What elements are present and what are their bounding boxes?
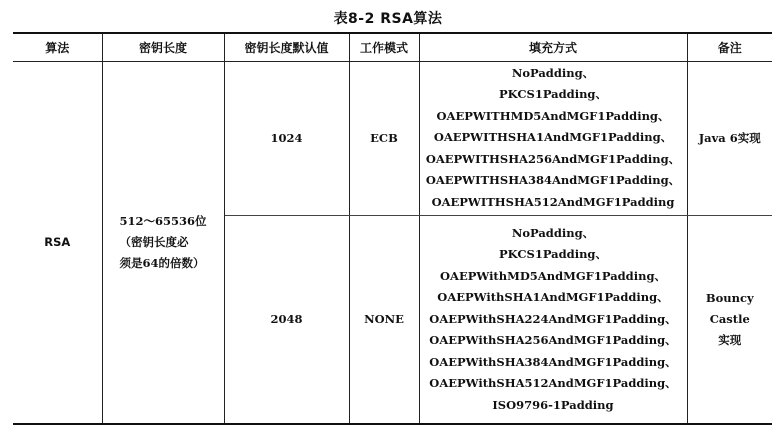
- padding-item: OAEPWithSHA512AndMGF1Padding、: [429, 376, 677, 391]
- padding-item: OAEPWITHSHA512AndMGF1Padding: [431, 194, 675, 209]
- padding-list: [422, 63, 685, 214]
- table-caption: 表8-2 RSA算法: [333, 11, 443, 27]
- default-key-length-cell: 1024: [224, 61, 349, 215]
- header-key-length: 密钥长度: [102, 33, 224, 61]
- padding-item: OAEPWithSHA256AndMGF1Padding、: [429, 333, 677, 348]
- header-padding: 填充方式: [419, 33, 687, 61]
- padding-item: PKCS1Padding、: [499, 87, 607, 102]
- padding-item: OAEPWITHSHA1AndMGF1Padding、: [433, 130, 673, 145]
- padding-item: NoPadding、: [511, 65, 595, 80]
- padding-cell: [419, 61, 687, 215]
- padding-item: OAEPWITHMD5AndMGF1Padding、: [436, 108, 670, 123]
- rsa-algorithm-table: [13, 32, 772, 425]
- mode-cell: NONE: [349, 215, 419, 424]
- padding-item: OAEPWithSHA1AndMGF1Padding、: [437, 290, 669, 305]
- padding-list: [422, 223, 685, 417]
- header-row: [13, 33, 772, 61]
- padding-cell: [419, 215, 687, 424]
- header-default-key-length: 密钥长度默认值: [224, 33, 349, 61]
- key-length-cell: [102, 61, 224, 424]
- remark-line: Castle: [709, 311, 750, 326]
- padding-item: OAEPWithSHA224AndMGF1Padding、: [429, 311, 677, 326]
- table-row: [13, 61, 772, 215]
- header-remarks: 备注: [687, 33, 772, 61]
- key-length-line: 须是64的倍数）: [119, 255, 205, 270]
- padding-item: PKCS1Padding、: [499, 247, 607, 262]
- padding-item: OAEPWITHSHA384AndMGF1Padding、: [425, 173, 681, 188]
- key-length-line: （密钥长度必: [119, 234, 189, 249]
- header-mode: 工作模式: [349, 33, 419, 61]
- padding-item: NoPadding、: [511, 225, 595, 240]
- remark-line: Bouncy: [705, 290, 754, 305]
- default-key-length-cell: 2048: [224, 215, 349, 424]
- algorithm-cell: RSA: [13, 61, 102, 424]
- padding-item: OAEPWithMD5AndMGF1Padding、: [440, 268, 666, 283]
- padding-item: OAEPWITHSHA256AndMGF1Padding、: [425, 151, 681, 166]
- padding-item: OAEPWithSHA384AndMGF1Padding、: [429, 354, 677, 369]
- header-algorithm: 算法: [13, 33, 102, 61]
- remarks-cell: [687, 215, 772, 424]
- key-length-line: 512～65536位: [119, 213, 207, 228]
- remarks-cell: [687, 61, 772, 215]
- remark-line: 实现: [718, 332, 742, 347]
- padding-item: ISO9796-1Padding: [492, 397, 614, 412]
- remark-line: Java 6实现: [698, 131, 761, 146]
- key-length-text: [119, 211, 206, 274]
- mode-cell: ECB: [349, 61, 419, 215]
